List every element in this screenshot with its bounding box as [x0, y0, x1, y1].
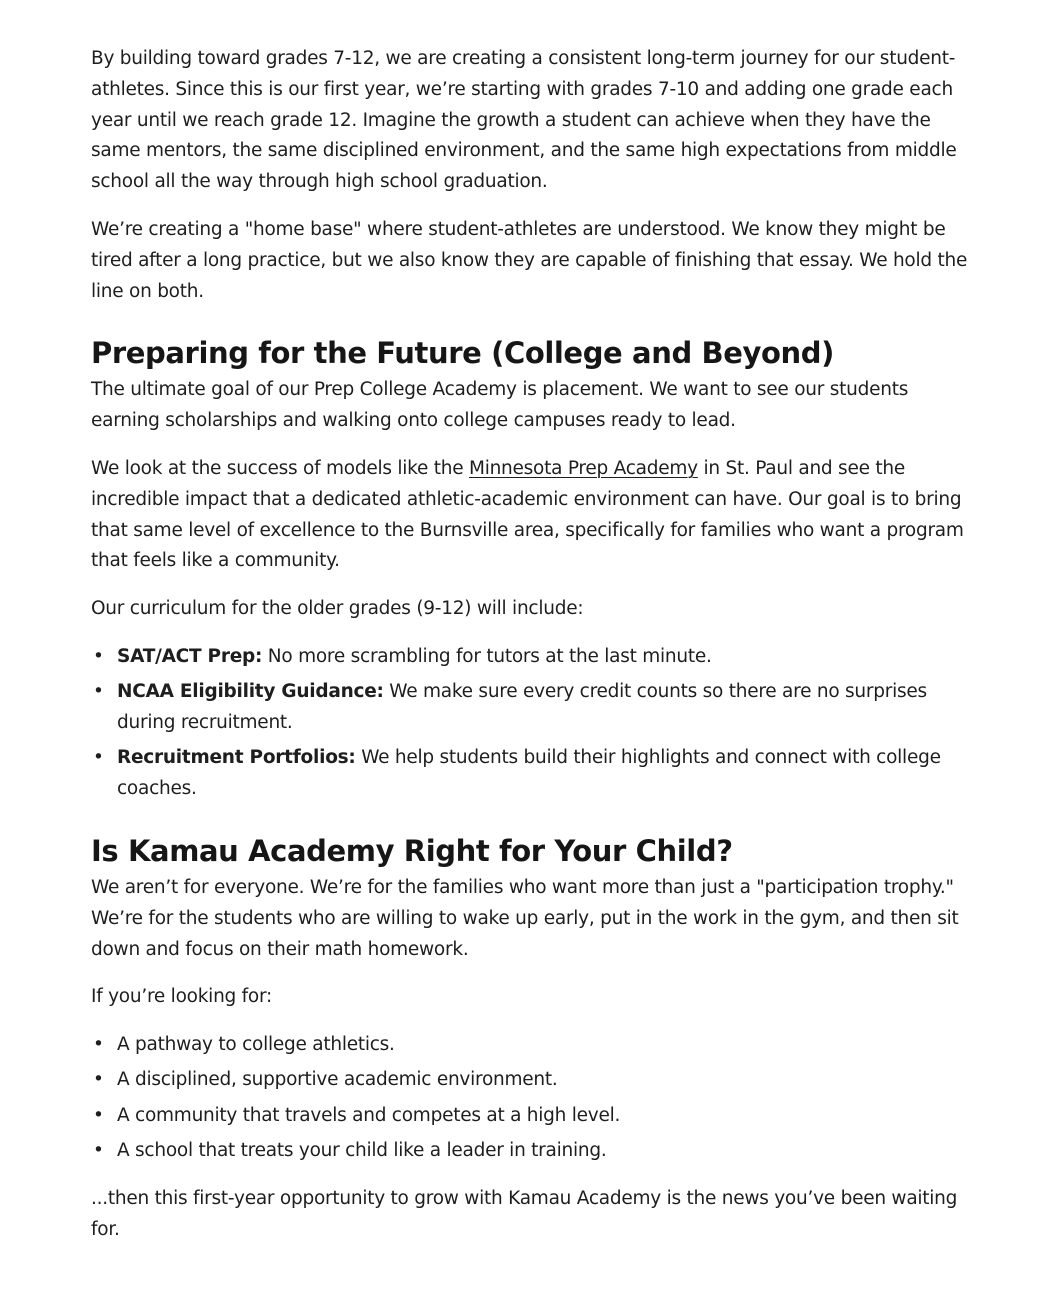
list-item: • A pathway to college athletics.	[91, 1030, 978, 1061]
list-item-text: We help students build their highlights and connect with college coaches.	[117, 747, 941, 800]
list-item-text: We make sure every credit counts so there are no surprises during recruitment.	[117, 681, 927, 734]
list-item	[91, 642, 978, 673]
list-item-label: Recruitment Portfolios:	[117, 747, 356, 769]
list-item-label: SAT/ACT Prep:	[117, 645, 263, 667]
paragraph-not-for-everyone: We aren’t for everyone. We’re for the families who want more than just a "participation trophy." We’re for the students who are willing to wake up early, put in the work in the gym, and then sit down and focus on their math homework.	[91, 876, 959, 960]
list-item-label: NCAA Eligibility Guidance:	[117, 681, 384, 703]
minnesota-prep-academy-link[interactable]: Minnesota Prep Academy	[468, 457, 698, 479]
paragraph-looking-intro: If you’re looking for:	[91, 986, 273, 1008]
paragraph-curriculum-intro: Our curriculum for the older grades (9-12) will include:	[91, 598, 584, 620]
paragraph-models	[91, 454, 978, 577]
list-item: • A disciplined, supportive academic environment.	[91, 1065, 978, 1096]
looking-for-list	[91, 1030, 978, 1167]
paragraph-placement-goal: The ultimate goal of our Prep College Academy is placement. We want to see our students earning scholarships and walking onto college campuses ready to lead.	[91, 379, 909, 432]
list-item-text: No more scrambling for tutors at the last minute.	[262, 645, 712, 667]
paragraph-grades-journey: By building toward grades 7-12, we are creating a consistent long-term journey for our student-athletes. Since this is our first year, we’re starting with grades 7-10 and adding one grade each year until we reach grade 12. Imagine the growth a student can achieve when they have the same mentors, the same disciplined environment, and the same high expectations from middle school all the way through high school graduation.	[91, 48, 957, 193]
list-item	[91, 743, 978, 805]
paragraph-closing: ...then this first-year opportunity to grow with Kamau Academy is the news you’ve been waiting for.	[91, 1187, 958, 1240]
list-item: • A school that treats your child like a leader in training.	[91, 1136, 978, 1167]
list-item: • A community that travels and competes at a high level.	[91, 1101, 978, 1132]
heading-preparing-future: Preparing for the Future (College and Beyond)	[91, 336, 834, 371]
paragraph-models-text-after: in St. Paul and see the incredible impact that a dedicated athletic-academic environment can have. Our goal is to bring that same level of excellence to the Burnsville area, specifically for families who want a program that feels like a community.	[91, 457, 964, 572]
paragraph-models-text-before: We look at the success of models like the	[91, 457, 469, 479]
heading-right-for-child: Is Kamau Academy Right for Your Child?	[91, 833, 733, 868]
list-item	[91, 677, 978, 739]
paragraph-home-base: We’re creating a "home base" where student-athletes are understood. We know they might be tired after a long practice, but we also know they are capable of finishing that essay. We hold the line on both.	[91, 218, 968, 302]
curriculum-list	[91, 642, 978, 805]
